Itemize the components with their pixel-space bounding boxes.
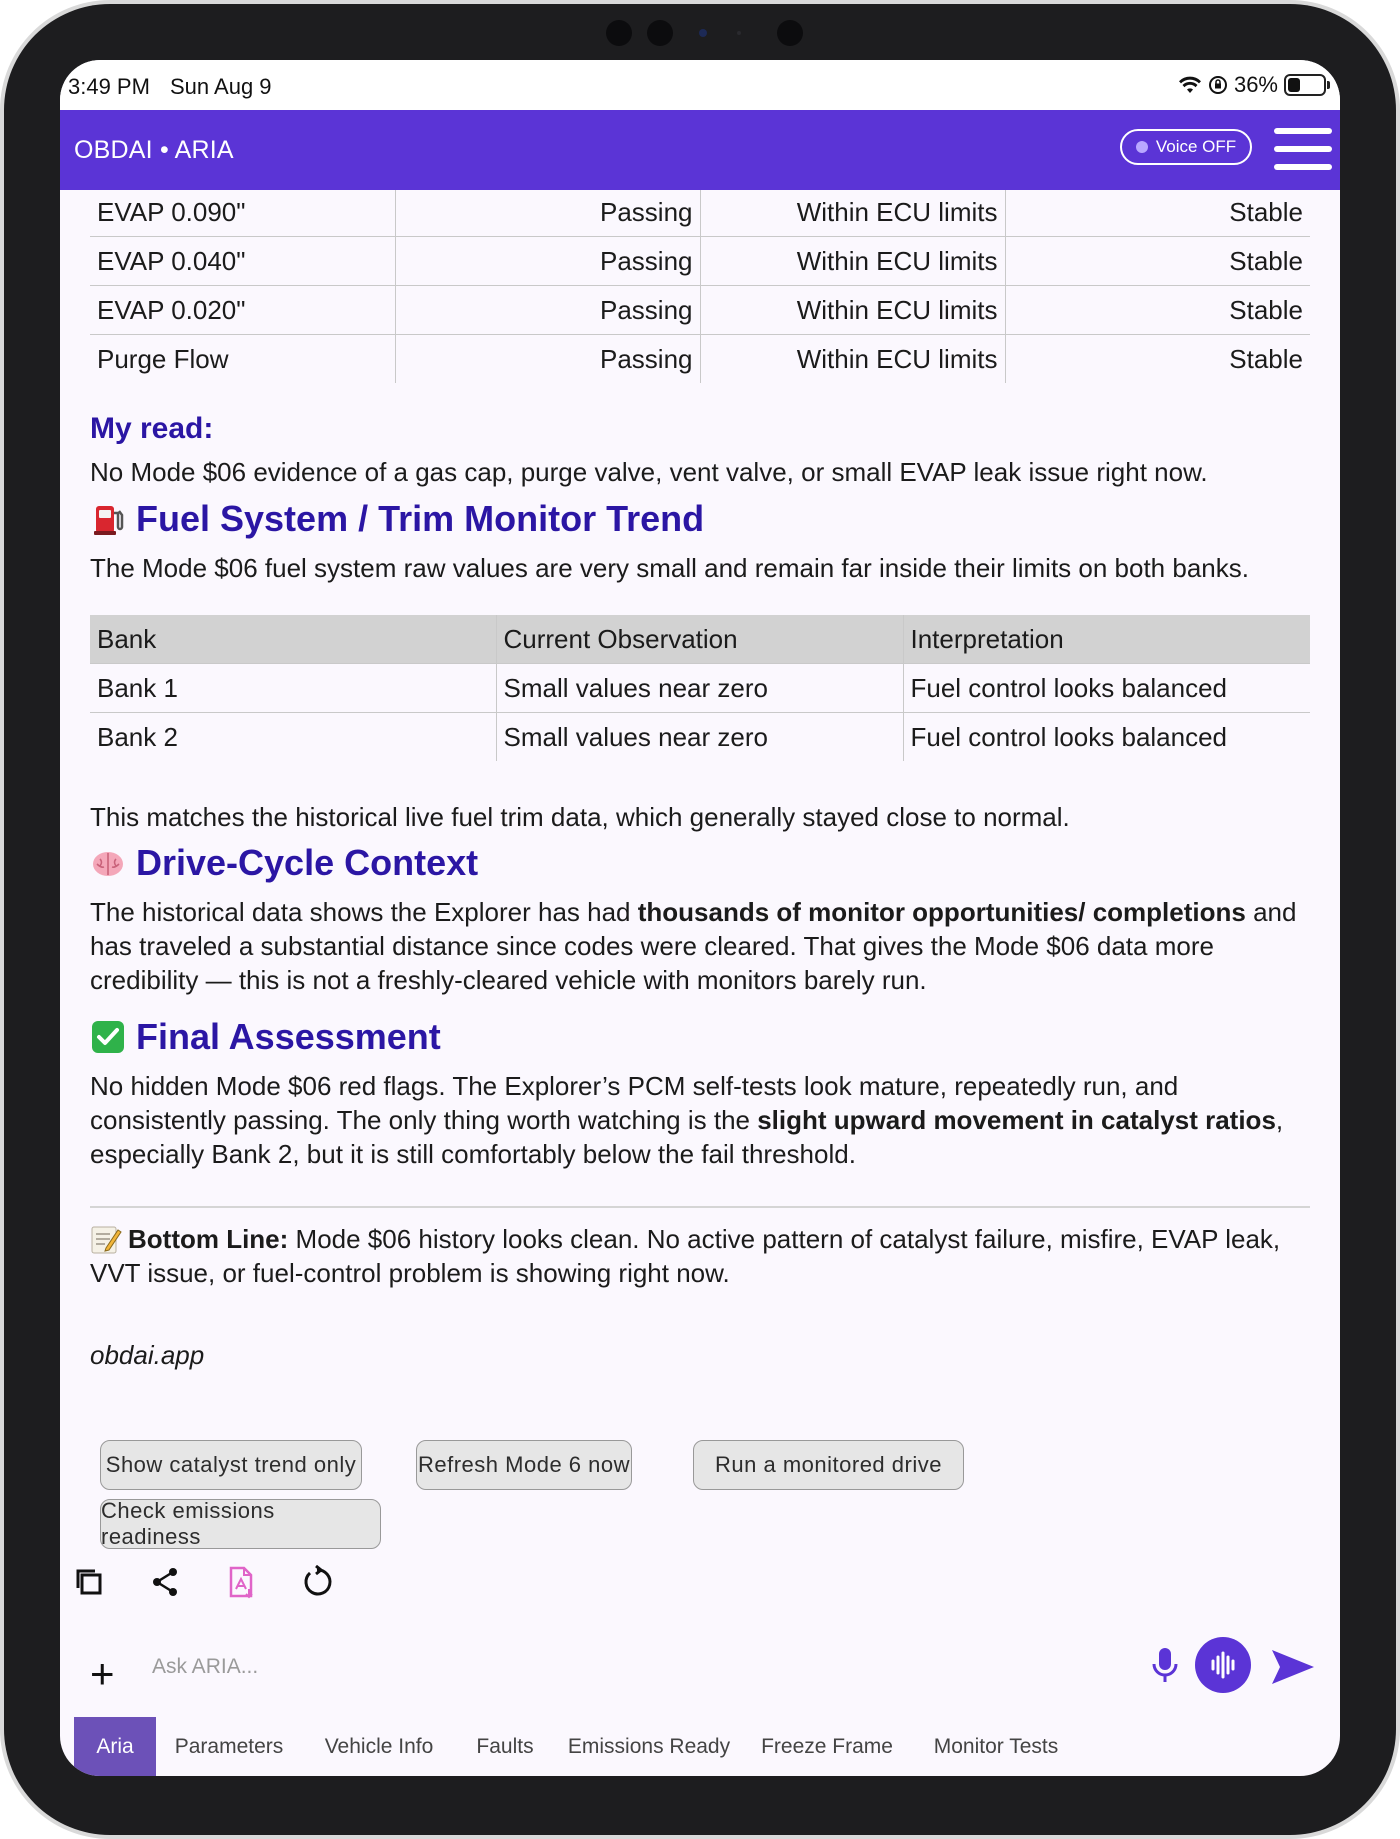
my-read-heading: My read: <box>90 412 214 445</box>
final-section-heading <box>90 1016 441 1058</box>
chip-emissions-readiness[interactable]: Check emissions readiness <box>100 1499 381 1549</box>
table-cell: EVAP 0.090" <box>90 190 395 237</box>
chip-monitored-drive[interactable]: Run a monitored drive <box>693 1440 964 1490</box>
fuel-heading-text: Fuel System / Trim Monitor Trend <box>136 498 705 539</box>
table-row <box>90 664 1310 713</box>
microphone-icon[interactable] <box>1148 1644 1182 1688</box>
tab-emissions-ready[interactable]: Emissions Ready <box>567 1734 731 1758</box>
bottom-line-text: Bottom Line: Mode $06 history looks clean. No active pattern of catalyst failure, misfire, EVAP leak, VVT issue, or fuel-control problem is showing right now. <box>90 1224 1281 1288</box>
status-bar <box>60 60 1340 110</box>
pdf-export-icon[interactable] <box>224 1565 258 1599</box>
table-cell: Passing <box>395 237 700 286</box>
camera-cluster <box>601 18 806 48</box>
voice-mode-button[interactable] <box>1195 1637 1251 1693</box>
drive-bold-text: thousands of monitor opportunities/ completions <box>637 897 1246 927</box>
table-cell: EVAP 0.020" <box>90 286 395 335</box>
table-cell: Passing <box>395 335 700 384</box>
tab-monitor-tests[interactable]: Monitor Tests <box>933 1734 1059 1758</box>
table-cell: Fuel control looks balanced <box>903 713 1310 762</box>
tab-vehicle-info[interactable]: Vehicle Info <box>324 1734 434 1758</box>
table-cell: Fuel control looks balanced <box>903 664 1310 713</box>
table-row <box>90 190 1310 237</box>
table-cell: Small values near zero <box>496 664 903 713</box>
evap-monitor-table <box>90 190 1310 383</box>
screen <box>60 60 1340 1776</box>
battery-percent: 36% <box>1233 72 1278 97</box>
memo-icon <box>90 1224 122 1254</box>
tab-freeze-frame[interactable]: Freeze Frame <box>761 1734 893 1758</box>
table-row <box>90 335 1310 384</box>
table-cell: Stable <box>1005 286 1310 335</box>
tab-aria[interactable]: Aria <box>74 1717 156 1776</box>
tab-parameters[interactable]: Parameters <box>174 1734 284 1758</box>
rotation-lock-icon <box>1208 75 1228 95</box>
table-cell: EVAP 0.040" <box>90 237 395 286</box>
tab-faults[interactable]: Faults <box>476 1734 534 1758</box>
status-time: 3:49 PM <box>68 74 150 99</box>
fuel-pump-icon <box>90 501 126 537</box>
table-cell: Bank 1 <box>90 664 496 713</box>
table-cell: Within ECU limits <box>700 237 1005 286</box>
ask-input[interactable] <box>150 1646 954 1688</box>
table-header-row <box>90 615 1310 664</box>
voice-status-dot <box>1136 141 1148 153</box>
table-row <box>90 237 1310 286</box>
chip-refresh-mode6[interactable]: Refresh Mode 6 now <box>416 1440 632 1490</box>
voice-toggle-label: Voice OFF <box>1155 137 1237 156</box>
brain-icon <box>90 845 126 881</box>
chat-content <box>60 190 1340 1580</box>
status-right <box>1178 72 1326 98</box>
drive-text: The historical data shows the Explorer has had thousands of monitor opportunities/ completions and has traveled a substantial distance since codes were cleared. That gives the Mode $06 data more credibility — this is not a freshly-cleared vehicle with monitors barely run. <box>90 897 1297 995</box>
voice-toggle-button[interactable] <box>1120 129 1252 165</box>
table-cell: Passing <box>395 190 700 237</box>
bottom-line-label: Bottom Line: <box>128 1224 289 1254</box>
refresh-icon[interactable] <box>300 1565 334 1599</box>
table-row <box>90 286 1310 335</box>
status-date: Sun Aug 9 <box>170 74 272 99</box>
bottom-tab-bar <box>60 1717 1340 1776</box>
add-attachment-icon[interactable]: + <box>90 1650 115 1697</box>
app-title: OBDAI • ARIA <box>74 136 234 164</box>
final-text: No hidden Mode $06 red flags. The Explorer’s PCM self-tests look mature, repeatedly run, and consistently passing. The only thing worth watching is the slight upward movement in catalyst ratios, especially Bank 2, but it is still comfortably below the fail threshold. <box>90 1071 1284 1169</box>
table-cell: Stable <box>1005 237 1310 286</box>
table-cell: Passing <box>395 286 700 335</box>
send-icon[interactable] <box>1270 1648 1316 1686</box>
fuel-bank-table <box>90 615 1310 761</box>
share-icon[interactable] <box>148 1565 182 1599</box>
drive-heading-text: Drive-Cycle Context <box>136 842 479 883</box>
fuel-section-heading <box>90 498 704 540</box>
fuel-intro-text: The Mode $06 fuel system raw values are very small and remain far inside their limits on both banks. <box>90 553 1249 583</box>
fuel-note-text: This matches the historical live fuel trim data, which generally stayed close to normal. <box>90 802 1070 832</box>
table-cell: Stable <box>1005 335 1310 384</box>
copy-icon[interactable] <box>72 1565 106 1599</box>
table-cell: Purge Flow <box>97 343 229 374</box>
table-row <box>90 713 1310 762</box>
my-read-text: No Mode $06 evidence of a gas cap, purge valve, vent valve, or small EVAP leak issue right now. <box>90 457 1208 487</box>
check-mark-icon <box>90 1019 126 1055</box>
table-cell: Within ECU limits <box>700 335 1005 384</box>
waveform-icon <box>1195 1637 1251 1693</box>
table-cell: Stable <box>1005 190 1310 237</box>
table-cell: Small values near zero <box>496 713 903 762</box>
table-header-cell: Interpretation <box>903 615 1310 664</box>
section-divider <box>90 1206 1310 1208</box>
table-cell: Within ECU limits <box>700 190 1005 237</box>
final-heading-text: Final Assessment <box>136 1016 441 1057</box>
drive-section-heading <box>90 842 478 884</box>
battery-icon <box>1284 74 1326 96</box>
composer <box>60 1630 1340 1720</box>
table-header-cell: Bank <box>90 615 496 664</box>
app-header <box>60 110 1340 190</box>
table-header-cell: Current Observation <box>496 615 903 664</box>
hamburger-menu-icon[interactable] <box>1274 128 1332 172</box>
chip-catalyst-trend[interactable]: Show catalyst trend only <box>100 1440 362 1490</box>
table-cell: Within ECU limits <box>700 286 1005 335</box>
table-cell: Bank 2 <box>97 721 178 752</box>
site-link[interactable]: obdai.app <box>90 1340 205 1370</box>
wifi-icon <box>1178 75 1202 95</box>
final-bold-text: slight upward movement in catalyst ratios <box>757 1105 1276 1135</box>
